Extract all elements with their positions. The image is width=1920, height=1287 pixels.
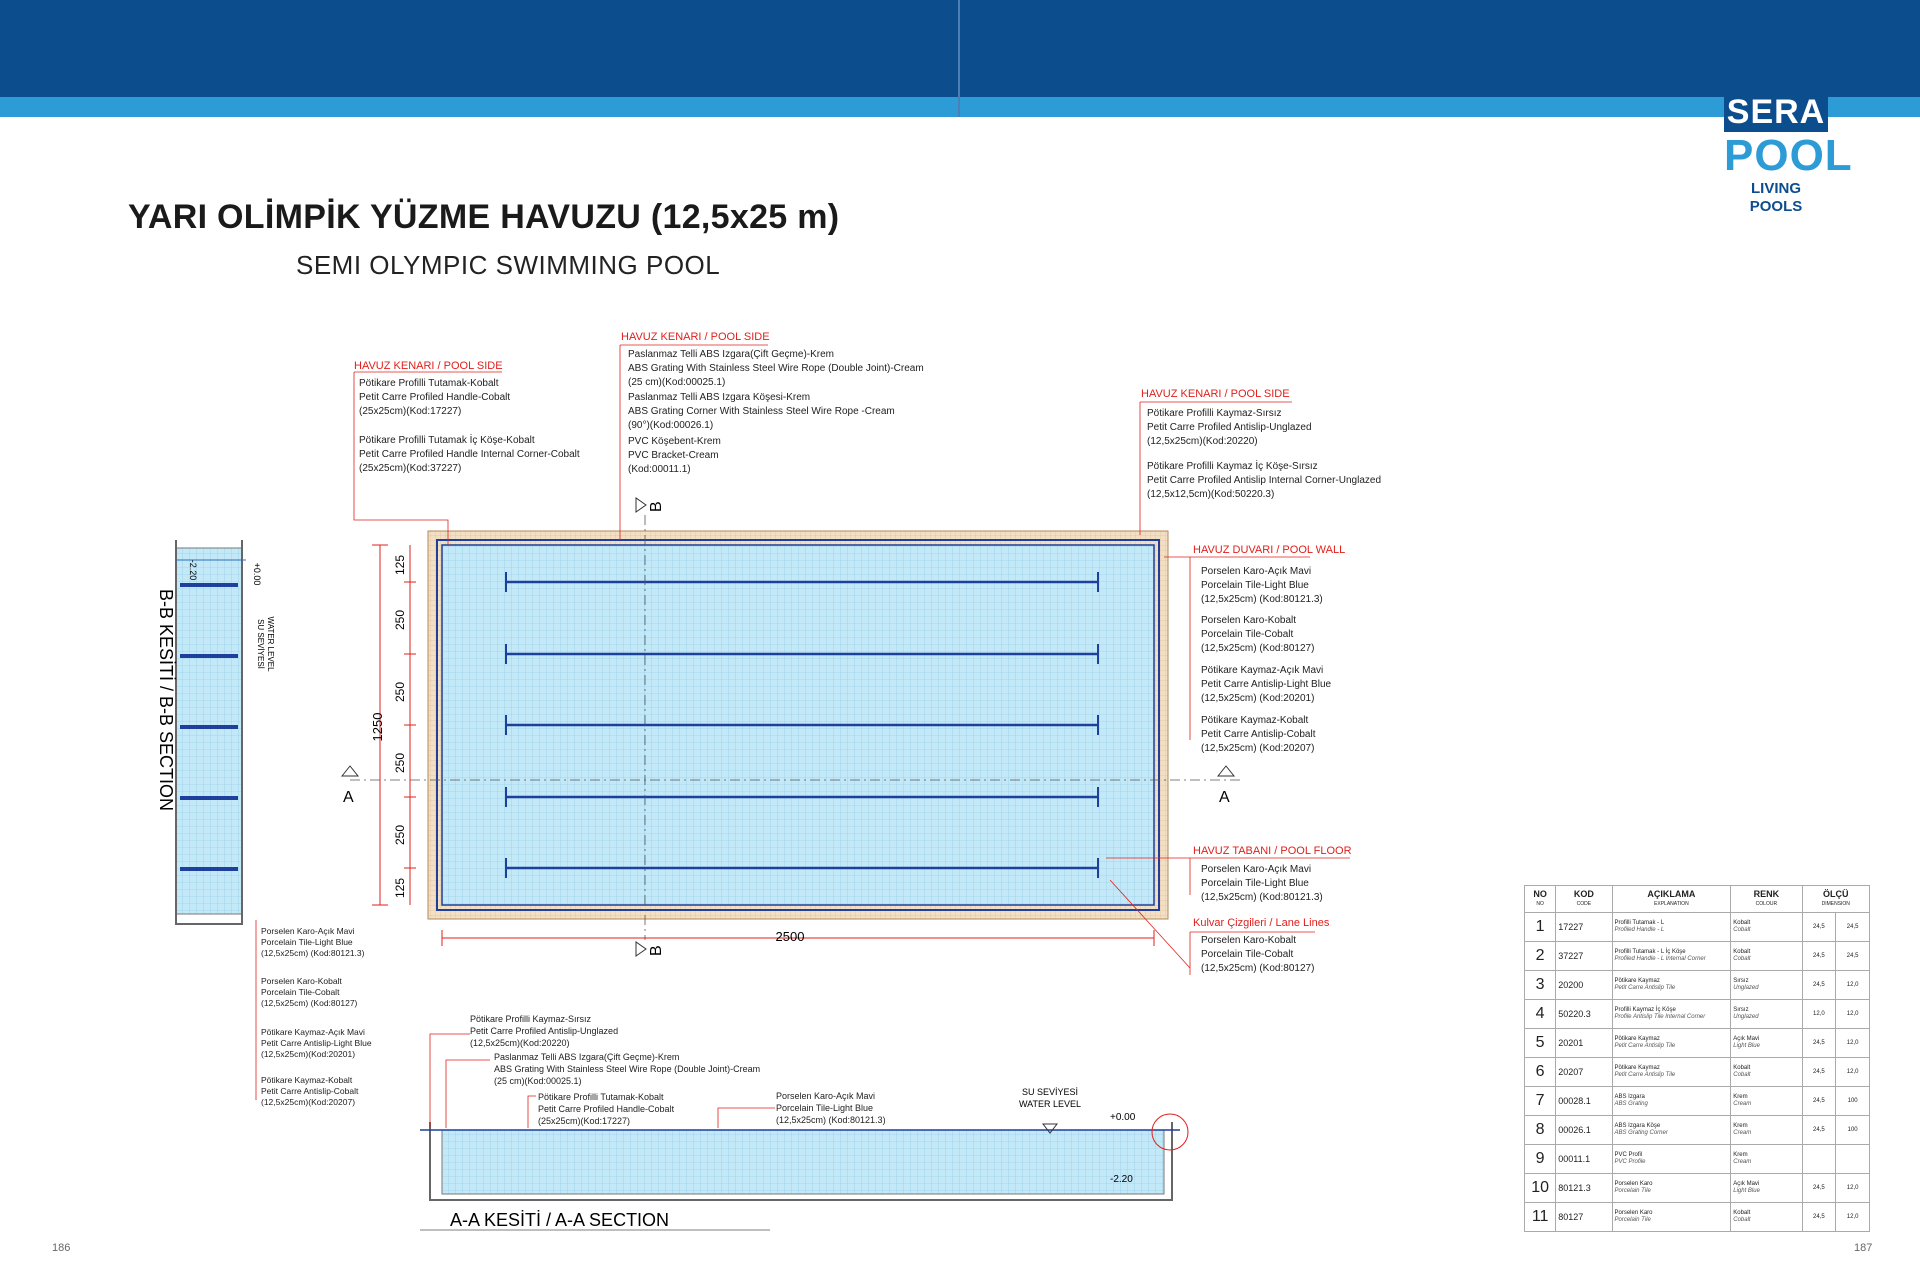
- cell-olcu-w: [1802, 1145, 1836, 1174]
- lane-dim-1: 125: [393, 554, 407, 576]
- callout-line: (12,5x25cm) (Kod:20207): [1201, 743, 1315, 754]
- section-label-a-right: A: [1219, 789, 1230, 806]
- callout-line: Porcelain Tile-Cobalt: [1201, 949, 1294, 960]
- cell-no: 10: [1525, 1174, 1556, 1203]
- cell-kod: 37227: [1556, 942, 1612, 971]
- cell-olcu-w: 24,5: [1802, 1058, 1836, 1087]
- renk-tr: Açık Mavi: [1733, 1181, 1760, 1187]
- cell-aciklama: [1612, 1145, 1731, 1174]
- cell-aciklama: [1612, 913, 1731, 942]
- page-subtitle: SEMI OLYMPIC SWIMMING POOL: [296, 250, 721, 280]
- table-row: [1525, 1145, 1870, 1174]
- renk-en: Light Blue: [1733, 1188, 1760, 1194]
- pool-plan: [342, 498, 1240, 956]
- renk-en: Cream: [1733, 1159, 1752, 1165]
- callout-line: Petit Carre Profiled Antislip-Unglazed: [1147, 422, 1312, 433]
- callout-line: Petit Carre Profiled Handle Internal Corner-Cobalt: [359, 449, 580, 460]
- callout-line: Porselen Karo-Kobalt: [1201, 935, 1297, 946]
- cell-no: 4: [1525, 1000, 1556, 1029]
- aa-water-level-en: WATER LEVEL: [1018, 1099, 1082, 1109]
- bb-level-bottom: -2.20: [188, 559, 198, 581]
- cell-olcu-w: 24,5: [1802, 942, 1836, 971]
- cell-kod: 00028.1: [1556, 1087, 1612, 1116]
- callout-line: Petit Carre Antislip-Cobalt: [1201, 729, 1316, 740]
- cell-kod: 20200: [1556, 971, 1612, 1000]
- callout-line: Porcelain Tile-Light Blue: [776, 1103, 874, 1113]
- cell-renk: [1731, 1203, 1802, 1232]
- section-label-a-left: A: [343, 789, 354, 806]
- table-row: [1525, 1203, 1870, 1232]
- th-kod: KOD CODE: [1556, 886, 1612, 913]
- cell-kod: 00011.1: [1556, 1145, 1612, 1174]
- callout-line: Petit Carre Antislip-Light Blue: [261, 1038, 372, 1048]
- renk-tr: Açık Mavi: [1733, 1036, 1760, 1042]
- renk-en: Cream: [1733, 1130, 1752, 1136]
- aa-section-title: A-A KESİTİ / A-A SECTION: [450, 1210, 670, 1230]
- callout-line: Paslanmaz Telli ABS Izgara(Çift Geçme)-Krem: [494, 1052, 680, 1062]
- cell-olcu-w: 24,5: [1802, 913, 1836, 942]
- cell-renk: [1731, 1145, 1802, 1174]
- callout-line: Petit Carre Profiled Handle-Cobalt: [359, 392, 511, 403]
- cell-aciklama: [1612, 1203, 1731, 1232]
- section-marker-a-left: [342, 766, 358, 776]
- callout-line: Pötikare Profilli Tutamak-Kobalt: [538, 1092, 664, 1102]
- cell-olcu-w: 24,5: [1802, 1087, 1836, 1116]
- callout-line: (12,5x12,5cm)(Kod:50220.3): [1147, 489, 1275, 500]
- cell-olcu-h: 12,0: [1836, 1000, 1870, 1029]
- renk-en: Cobalt: [1733, 956, 1751, 962]
- callout-pool-wall-heading: HAVUZ DUVARI / POOL WALL: [1193, 544, 1346, 556]
- callout-line: (12,5x25cm) (Kod:80121.3): [1201, 594, 1323, 605]
- lane-dim-6: 125: [393, 877, 407, 899]
- renk-en: Unglazed: [1733, 1014, 1759, 1020]
- cell-olcu-h: 12,0: [1836, 1203, 1870, 1232]
- aciklama-en: Profile Antislip Tile Internal Corner: [1614, 1014, 1706, 1020]
- aciklama-en: ABS Grating: [1614, 1101, 1648, 1107]
- cell-olcu-h: 100: [1836, 1087, 1870, 1116]
- callout-line: (Kod:00011.1): [628, 464, 691, 475]
- renk-tr: Sırsız: [1733, 1007, 1749, 1013]
- table-row: [1525, 1116, 1870, 1145]
- aa-callouts: [470, 1014, 886, 1126]
- cell-no: 1: [1525, 913, 1556, 942]
- callout-line: Pötikare Profilli Tutamak-Kobalt: [359, 378, 499, 389]
- cell-no: 8: [1525, 1116, 1556, 1145]
- cell-renk: [1731, 942, 1802, 971]
- callout-line: (25x25cm)(Kod:37227): [359, 463, 462, 474]
- callout-line: Petit Carre Antislip-Light Blue: [1201, 679, 1332, 690]
- cell-kod: 17227: [1556, 913, 1612, 942]
- callout-line: (25x25cm)(Kod:17227): [359, 406, 462, 417]
- aciklama-en: PVC Profile: [1614, 1159, 1646, 1165]
- lane-dim-4: 250: [393, 752, 407, 774]
- cell-no: 5: [1525, 1029, 1556, 1058]
- cell-olcu-h: 12,0: [1836, 971, 1870, 1000]
- th-olcu: ÖLÇÜ DIMENSION: [1802, 886, 1870, 913]
- aciklama-tr: Porselen Karo: [1614, 1181, 1653, 1187]
- callout-line: (25 cm)(Kod:00025.1): [628, 377, 726, 388]
- aciklama-tr: Profilli Kaymaz İç Köşe: [1614, 1007, 1676, 1013]
- cell-no: 11: [1525, 1203, 1556, 1232]
- callout-line: Porselen Karo-Açık Mavi: [1201, 864, 1312, 875]
- callout-line: Pötikare Profilli Tutamak İç Köşe-Kobalt: [359, 435, 535, 446]
- callout-line: Porselen Karo-Kobalt: [1201, 615, 1297, 626]
- callout-line: Petit Carre Profiled Handle-Cobalt: [538, 1104, 675, 1114]
- callout-line: PVC Köşebent-Krem: [628, 436, 721, 447]
- cell-kod: 20207: [1556, 1058, 1612, 1087]
- logo-tagline: LIVING POOLS: [1749, 180, 1803, 215]
- aciklama-en: Petit Carre Antislip Tile: [1614, 1043, 1676, 1049]
- table-row: [1525, 1029, 1870, 1058]
- aciklama-tr: Porselen Karo: [1614, 1210, 1653, 1216]
- aciklama-tr: Profilli Tutamak - L: [1614, 920, 1665, 926]
- logo-sera: SERA: [1724, 92, 1828, 132]
- callout-line: Pötikare Kaymaz-Kobalt: [1201, 715, 1309, 726]
- callout-line: Petit Carre Antislip-Cobalt: [261, 1086, 359, 1096]
- cell-kod: 80127: [1556, 1203, 1612, 1232]
- renk-tr: Krem: [1733, 1123, 1748, 1129]
- cell-renk: [1731, 1087, 1802, 1116]
- aciklama-en: Profiled Handle - L: [1614, 927, 1665, 933]
- callout-line: Petit Carre Profiled Antislip-Unglazed: [470, 1026, 619, 1036]
- logo-pool: POOL: [1724, 131, 1853, 180]
- dimension-width-label: 2500: [775, 929, 805, 944]
- callout-line: Paslanmaz Telli ABS Izgara(Çift Geçme)-Krem: [628, 349, 834, 360]
- aciklama-tr: Pötikare Kaymaz: [1614, 1065, 1660, 1071]
- callout-pool-side-left-heading: HAVUZ KENARI / POOL SIDE: [354, 360, 503, 372]
- cell-olcu-w: 24,5: [1802, 1029, 1836, 1058]
- table-row: [1525, 913, 1870, 942]
- renk-en: Unglazed: [1733, 985, 1759, 991]
- aciklama-tr: Profilli Tutamak - L İç Köşe: [1614, 949, 1686, 955]
- aa-level-bottom: -2.20: [1110, 1174, 1133, 1185]
- aciklama-en: Porcelain Tile: [1614, 1188, 1651, 1194]
- callout-line: Porselen Karo-Açık Mavi: [1201, 566, 1312, 577]
- callout-line: ABS Grating Corner With Stainless Steel Wire Rope -Cream: [628, 406, 895, 417]
- section-label-b-bottom: B: [648, 945, 665, 956]
- cell-kod: 50220.3: [1556, 1000, 1612, 1029]
- callout-line: Pötikare Kaymaz-Kobalt: [261, 1075, 353, 1085]
- callout-line: (12,5x25cm)(Kod:20207): [261, 1097, 356, 1107]
- aciklama-en: Petit Carre Antislip Tile: [1614, 985, 1676, 991]
- cell-renk: [1731, 1174, 1802, 1203]
- section-label-b-top: B: [648, 501, 665, 512]
- page-number-left: 186: [52, 1242, 71, 1254]
- lane-dim-3: 250: [393, 681, 407, 703]
- callout-line: ABS Grating With Stainless Steel Wire Rope (Double Joint)-Cream: [628, 363, 924, 374]
- callout-line: Petit Carre Profiled Antislip Internal Corner-Unglazed: [1147, 475, 1381, 486]
- cell-renk: [1731, 913, 1802, 942]
- callout-line: ABS Grating With Stainless Steel Wire Rope (Double Joint)-Cream: [494, 1064, 761, 1074]
- callout-line: (12,5x25cm) (Kod:80121.3): [1201, 892, 1323, 903]
- cell-olcu-h: 24,5: [1836, 913, 1870, 942]
- table-header-row: [1525, 886, 1870, 913]
- callout-pool-side-center-heading: HAVUZ KENARI / POOL SIDE: [621, 331, 770, 343]
- th-renk: RENK COLOUR: [1731, 886, 1802, 913]
- aa-level-top: +0.00: [1110, 1112, 1136, 1123]
- cell-olcu-w: 12,0: [1802, 1000, 1836, 1029]
- th-aciklama: AÇIKLAMA EXPLANATION: [1612, 886, 1731, 913]
- callout-line: Pötikare Kaymaz-Açık Mavi: [261, 1027, 365, 1037]
- cell-renk: [1731, 1029, 1802, 1058]
- callout-line: (12,5x25cm) (Kod:80121.3): [261, 948, 365, 958]
- renk-en: Cobalt: [1733, 1217, 1751, 1223]
- cell-olcu-w: 24,5: [1802, 971, 1836, 1000]
- cell-no: 7: [1525, 1087, 1556, 1116]
- cell-no: 9: [1525, 1145, 1556, 1174]
- aciklama-en: Profiled Handle - L Internal Corner: [1614, 956, 1706, 962]
- aciklama-tr: PVC Profil: [1614, 1152, 1643, 1158]
- cell-no: 6: [1525, 1058, 1556, 1087]
- th-no: NO NO: [1525, 886, 1556, 913]
- renk-en: Cream: [1733, 1101, 1752, 1107]
- aciklama-tr: ABS Izgara Köşe: [1614, 1123, 1661, 1129]
- callout-line: Paslanmaz Telli ABS Izgara Köşesi-Krem: [628, 392, 811, 403]
- cell-olcu-h: 12,0: [1836, 1058, 1870, 1087]
- bb-water-level-tr: SU SEVİYESİ: [256, 619, 265, 669]
- cell-olcu-h: 24,5: [1836, 942, 1870, 971]
- callout-line: Porselen Karo-Açık Mavi: [261, 926, 355, 936]
- callout-line: PVC Bracket-Cream: [628, 450, 719, 461]
- renk-tr: Kobalt: [1733, 949, 1751, 955]
- page-number-right: 187: [1854, 1242, 1873, 1254]
- callout-line: (90°)(Kod:00026.1): [628, 420, 714, 431]
- cell-kod: 00026.1: [1556, 1116, 1612, 1145]
- cell-olcu-w: 24,5: [1802, 1203, 1836, 1232]
- renk-en: Cobalt: [1733, 927, 1751, 933]
- table-row: [1525, 1087, 1870, 1116]
- renk-tr: Kobalt: [1733, 1065, 1751, 1071]
- aciklama-tr: Pötikare Kaymaz: [1614, 978, 1660, 984]
- cell-olcu-w: 24,5: [1802, 1116, 1836, 1145]
- cell-renk: [1731, 1058, 1802, 1087]
- aciklama-en: Porcelain Tile: [1614, 1217, 1651, 1223]
- renk-tr: Krem: [1733, 1152, 1748, 1158]
- callout-line: Porcelain Tile-Light Blue: [1201, 878, 1309, 889]
- cell-aciklama: [1612, 1000, 1731, 1029]
- callout-line: (12,5x25cm) (Kod:80127): [1201, 963, 1315, 974]
- callout-pool-floor-heading: HAVUZ TABANI / POOL FLOOR: [1193, 845, 1352, 857]
- section-marker-a-right: [1218, 766, 1234, 776]
- aciklama-en: ABS Grating Corner: [1614, 1130, 1668, 1136]
- callout-line: Porselen Karo-Açık Mavi: [776, 1091, 876, 1101]
- cell-kod: 80121.3: [1556, 1174, 1612, 1203]
- callout-line: (12,5x25cm)(Kod:20220): [1147, 436, 1258, 447]
- aa-water-level-tr: SU SEVİYESİ: [1021, 1087, 1079, 1097]
- cell-aciklama: [1612, 1029, 1731, 1058]
- cell-olcu-h: 100: [1836, 1116, 1870, 1145]
- callout-line: Porcelain Tile-Cobalt: [1201, 629, 1294, 640]
- callout-lane-lines-heading: Kulvar Çizgileri / Lane Lines: [1193, 917, 1330, 929]
- callout-line: (12,5x25cm) (Kod:80127): [261, 998, 358, 1008]
- section-marker-b-top: [636, 498, 646, 512]
- callout-line: (12,5x25cm)(Kod:20220): [470, 1038, 570, 1048]
- callout-line: Pötikare Kaymaz-Açık Mavi: [1201, 665, 1324, 676]
- callout-line: (12,5x25cm)(Kod:20201): [261, 1049, 356, 1059]
- cell-aciklama: [1612, 942, 1731, 971]
- callout-line: Porcelain Tile-Light Blue: [261, 937, 353, 947]
- cell-aciklama: [1612, 1087, 1731, 1116]
- cell-kod: 20201: [1556, 1029, 1612, 1058]
- renk-tr: Sırsız: [1733, 978, 1749, 984]
- aciklama-tr: ABS Izgara: [1614, 1094, 1645, 1100]
- cell-renk: [1731, 1116, 1802, 1145]
- cell-no: 3: [1525, 971, 1556, 1000]
- table-row: [1525, 942, 1870, 971]
- cell-no: 2: [1525, 942, 1556, 971]
- renk-tr: Kobalt: [1733, 1210, 1751, 1216]
- callout-line: Porcelain Tile-Light Blue: [1201, 580, 1309, 591]
- callout-line: (25 cm)(Kod:00025.1): [494, 1076, 582, 1086]
- cell-renk: [1731, 971, 1802, 1000]
- renk-en: Light Blue: [1733, 1043, 1760, 1049]
- bb-section-title: B-B KESİTİ / B-B SECTION: [156, 588, 176, 812]
- bb-level-top: +0.00: [252, 562, 262, 586]
- cell-olcu-w: 24,5: [1802, 1174, 1836, 1203]
- cell-aciklama: [1612, 1174, 1731, 1203]
- callout-line: (25x25cm)(Kod:17227): [538, 1116, 631, 1126]
- callout-line: Pötikare Profilli Kaymaz-Sırsız: [1147, 408, 1282, 419]
- callout-line: Pötikare Profilli Kaymaz-Sırsız: [470, 1014, 592, 1024]
- renk-tr: Kobalt: [1733, 920, 1751, 926]
- callout-line: (12,5x25cm) (Kod:20201): [1201, 693, 1315, 704]
- page-title: YARI OLİMPİK YÜZME HAVUZU (12,5x25 m): [128, 198, 840, 236]
- cell-aciklama: [1612, 971, 1731, 1000]
- cell-renk: [1731, 1000, 1802, 1029]
- table-row: [1525, 1174, 1870, 1203]
- callout-line: Porselen Karo-Kobalt: [261, 976, 342, 986]
- section-marker-b-bottom: [636, 942, 646, 956]
- cell-aciklama: [1612, 1116, 1731, 1145]
- lane-dim-5: 250: [393, 824, 407, 846]
- callout-line: (12,5x25cm) (Kod:80121.3): [776, 1115, 886, 1125]
- renk-tr: Krem: [1733, 1094, 1748, 1100]
- bb-notes: [261, 926, 372, 1107]
- table-row: [1525, 1058, 1870, 1087]
- bb-water-level-en: WATER LEVEL: [266, 616, 275, 672]
- table-row: [1525, 1000, 1870, 1029]
- bb-section-basin: [176, 548, 242, 914]
- aciklama-tr: Pötikare Kaymaz: [1614, 1036, 1660, 1042]
- cell-aciklama: [1612, 1058, 1731, 1087]
- callout-pool-side-right-heading: HAVUZ KENARI / POOL SIDE: [1141, 388, 1290, 400]
- aciklama-en: Petit Carre Antislip Tile: [1614, 1072, 1676, 1078]
- table-row: [1525, 971, 1870, 1000]
- callout-line: Pötikare Profilli Kaymaz İç Köşe-Sırsız: [1147, 461, 1318, 472]
- cell-olcu-h: 12,0: [1836, 1174, 1870, 1203]
- callout-line: Porcelain Tile-Cobalt: [261, 987, 340, 997]
- cell-olcu-h: 12,0: [1836, 1029, 1870, 1058]
- bb-section: [156, 540, 275, 924]
- lane-dim-2: 250: [393, 609, 407, 631]
- dimension-height-label: 1250: [370, 712, 385, 742]
- aa-section-basin: [442, 1130, 1164, 1194]
- renk-en: Cobalt: [1733, 1072, 1751, 1078]
- cell-olcu-h: [1836, 1145, 1870, 1174]
- aa-section: [420, 1014, 1188, 1230]
- callout-line: (12,5x25cm) (Kod:80127): [1201, 643, 1315, 654]
- product-table: [1524, 885, 1870, 1232]
